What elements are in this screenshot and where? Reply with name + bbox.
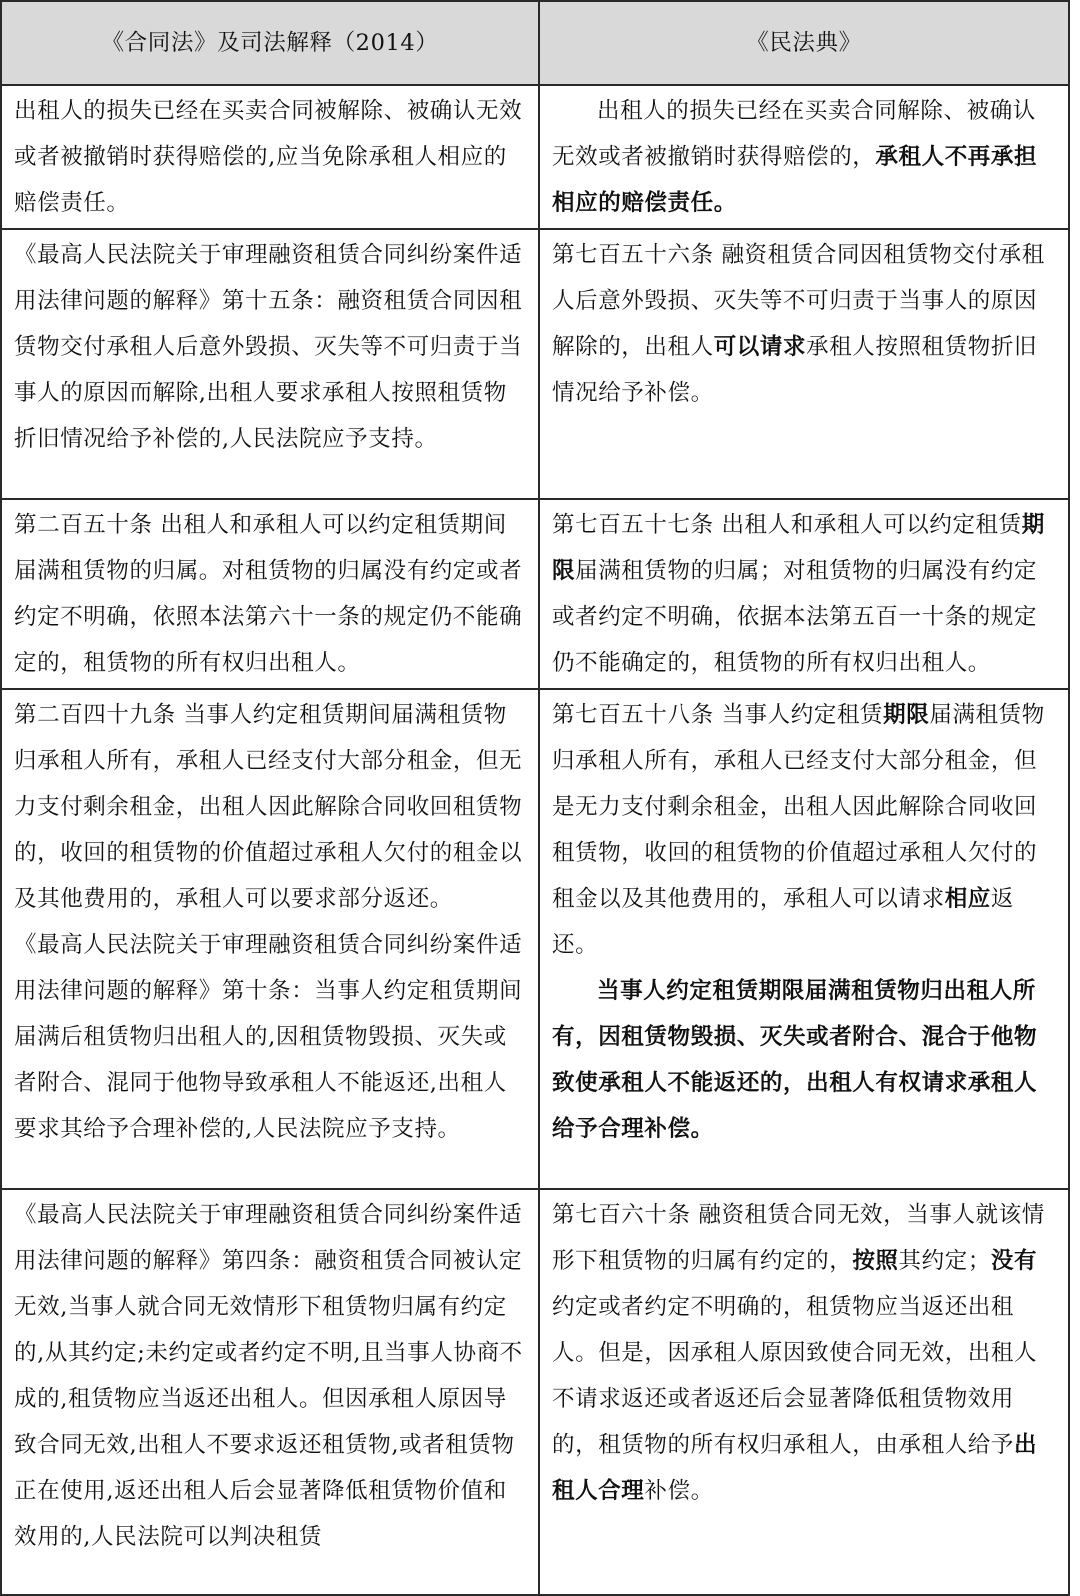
text-run: 第七百五十七条 出租人和承租人可以约定租赁 [552, 512, 1022, 538]
table-header-row [1, 1, 1069, 85]
cell-contract-law [1, 229, 539, 499]
provision-text [552, 1192, 1058, 1514]
text-run: 其约定； [898, 1248, 991, 1274]
cell-contract-law [1, 689, 539, 1189]
provision-text [552, 232, 1058, 416]
changed-text: 承租人不再承担相应的赔偿责任。 [552, 144, 1038, 216]
changed-text: 按照 [852, 1248, 899, 1274]
cell-civil-code [539, 1189, 1069, 1595]
cell-civil-code [539, 499, 1069, 689]
new-provision-text [552, 968, 1058, 1152]
provision-text: 《最高人民法院关于审理融资租赁合同纠纷案件适用法律问题的解释》第十条：当事人约定租赁期间届满后租赁物归出租人的,因租赁物毁损、灭失或者附合、混同于他物导致承租人不能返还,出租人要求其给予合理补偿的,人民法院应予支持。 [14, 932, 523, 1142]
provision-text: 《最高人民法院关于审理融资租赁合同纠纷案件适用法律问题的解释》第十五条：融资租赁合同因租赁物交付承租人后意外毁损、灭失等不可归责于当事人的原因而解除,出租人要求承租人按照租赁物折旧情况给予补偿的,人民法院应予支持。 [14, 242, 523, 452]
table-row [1, 85, 1069, 229]
cell-contract-law [1, 499, 539, 689]
changed-text: 没有 [990, 1248, 1038, 1274]
provision-text [552, 692, 1058, 968]
cell-contract-law [1, 85, 539, 229]
text-run: 第七百五十八条 当事人约定租赁 [552, 702, 884, 728]
table-row [1, 1189, 1069, 1595]
cell-civil-code [539, 85, 1069, 229]
changed-text: 当事人约定租赁期限届满租赁物归出租人所有，因租赁物毁损、灭失或者附合、混合于他物致使承租人不能返还的，出租人有权请求承租人给予合理补偿。 [552, 978, 1038, 1142]
cell-civil-code [539, 229, 1069, 499]
text-run: 届满租赁物归承租人所有，承租人已经支付大部分租金，但是无力支付剩余租金，出租人因此解除合同收回租赁物，收回的租赁物的价值超过承租人欠付的租金以及其他费用的，承租人可以请求 [552, 702, 1045, 912]
changed-text: 出租人合理 [552, 1432, 1038, 1504]
text-run: 出租人的损失已经在买卖合同解除、被确认无效或者被撤销时获得赔偿的， [552, 98, 1036, 170]
provision-text: 第二百五十条 出租人和承租人可以约定租赁期间届满租赁物的归属。对租赁物的归属没有约定或者约定不明确，依照本法第六十一条的规定仍不能确定的，租赁物的所有权归出租人。 [14, 512, 523, 676]
text-run: 返还。 [552, 886, 1015, 958]
table-row [1, 689, 1069, 1189]
text-run: 约定或者约定不明确的，租赁物应当返还出租人。但是，因承租人原因致使合同无效，出租人不请求返还或者返还后会显著降低租赁物效用的，租赁物的所有权归承租人，由承租人给予 [552, 1294, 1038, 1458]
provision-text: 出租人的损失已经在买卖合同被解除、被确认无效或者被撤销时获得赔偿的,应当免除承租人相应的赔偿责任。 [14, 98, 523, 216]
provision-text: 《最高人民法院关于审理融资租赁合同纠纷案件适用法律问题的解释》第四条：融资租赁合同被认定无效,当事人就合同无效情形下租赁物归属有约定的,从其约定;未约定或者约定不明,且当事人协商不成的,租赁物应当返还出租人。但因承租人原因导致合同无效,出租人不要求返还租赁物,或者租赁物正在使用,返还出租人后会显著降低租赁物价值和效用的,人民法院可以判决租赁 [14, 1202, 523, 1550]
table-row [1, 499, 1069, 689]
changed-text: 相应 [944, 886, 991, 912]
provision-text [552, 502, 1058, 686]
cell-civil-code [539, 689, 1069, 1189]
table-row [1, 229, 1069, 499]
header-contract-law: 《合同法》及司法解释（2014） [1, 1, 539, 85]
changed-text: 期限 [552, 512, 1045, 584]
changed-text: 期限 [883, 702, 930, 728]
text-run: 承租人按照租赁物折旧情况给予补偿。 [552, 334, 1038, 406]
header-civil-code: 《民法典》 [539, 1, 1069, 85]
text-run: 补偿。 [644, 1478, 714, 1504]
text-run: 届满租赁物的归属；对租赁物的归属没有约定或者约定不明确，依据本法第五百一十条的规定仍不能确定的，租赁物的所有权归出租人。 [552, 558, 1038, 676]
provision-text [552, 88, 1058, 226]
provision-text: 第二百四十九条 当事人约定租赁期间届满租赁物归承租人所有，承租人已经支付大部分租金，但无力支付剩余租金，出租人因此解除合同收回租赁物的，收回的租赁物的价值超过承租人欠付的租金以及其他费用的，承租人可以要求部分返还。 [14, 702, 523, 912]
text-run: 第七百五十六条 融资租赁合同因租赁物交付承租人后意外毁损、灭失等不可归责于当事人的原因解除的，出租人 [552, 242, 1045, 360]
text-run: 第七百六十条 融资租赁合同无效，当事人就该情形下租赁物的归属有约定的， [552, 1202, 1045, 1274]
cell-contract-law [1, 1189, 539, 1595]
changed-text: 可以请求 [713, 334, 807, 360]
